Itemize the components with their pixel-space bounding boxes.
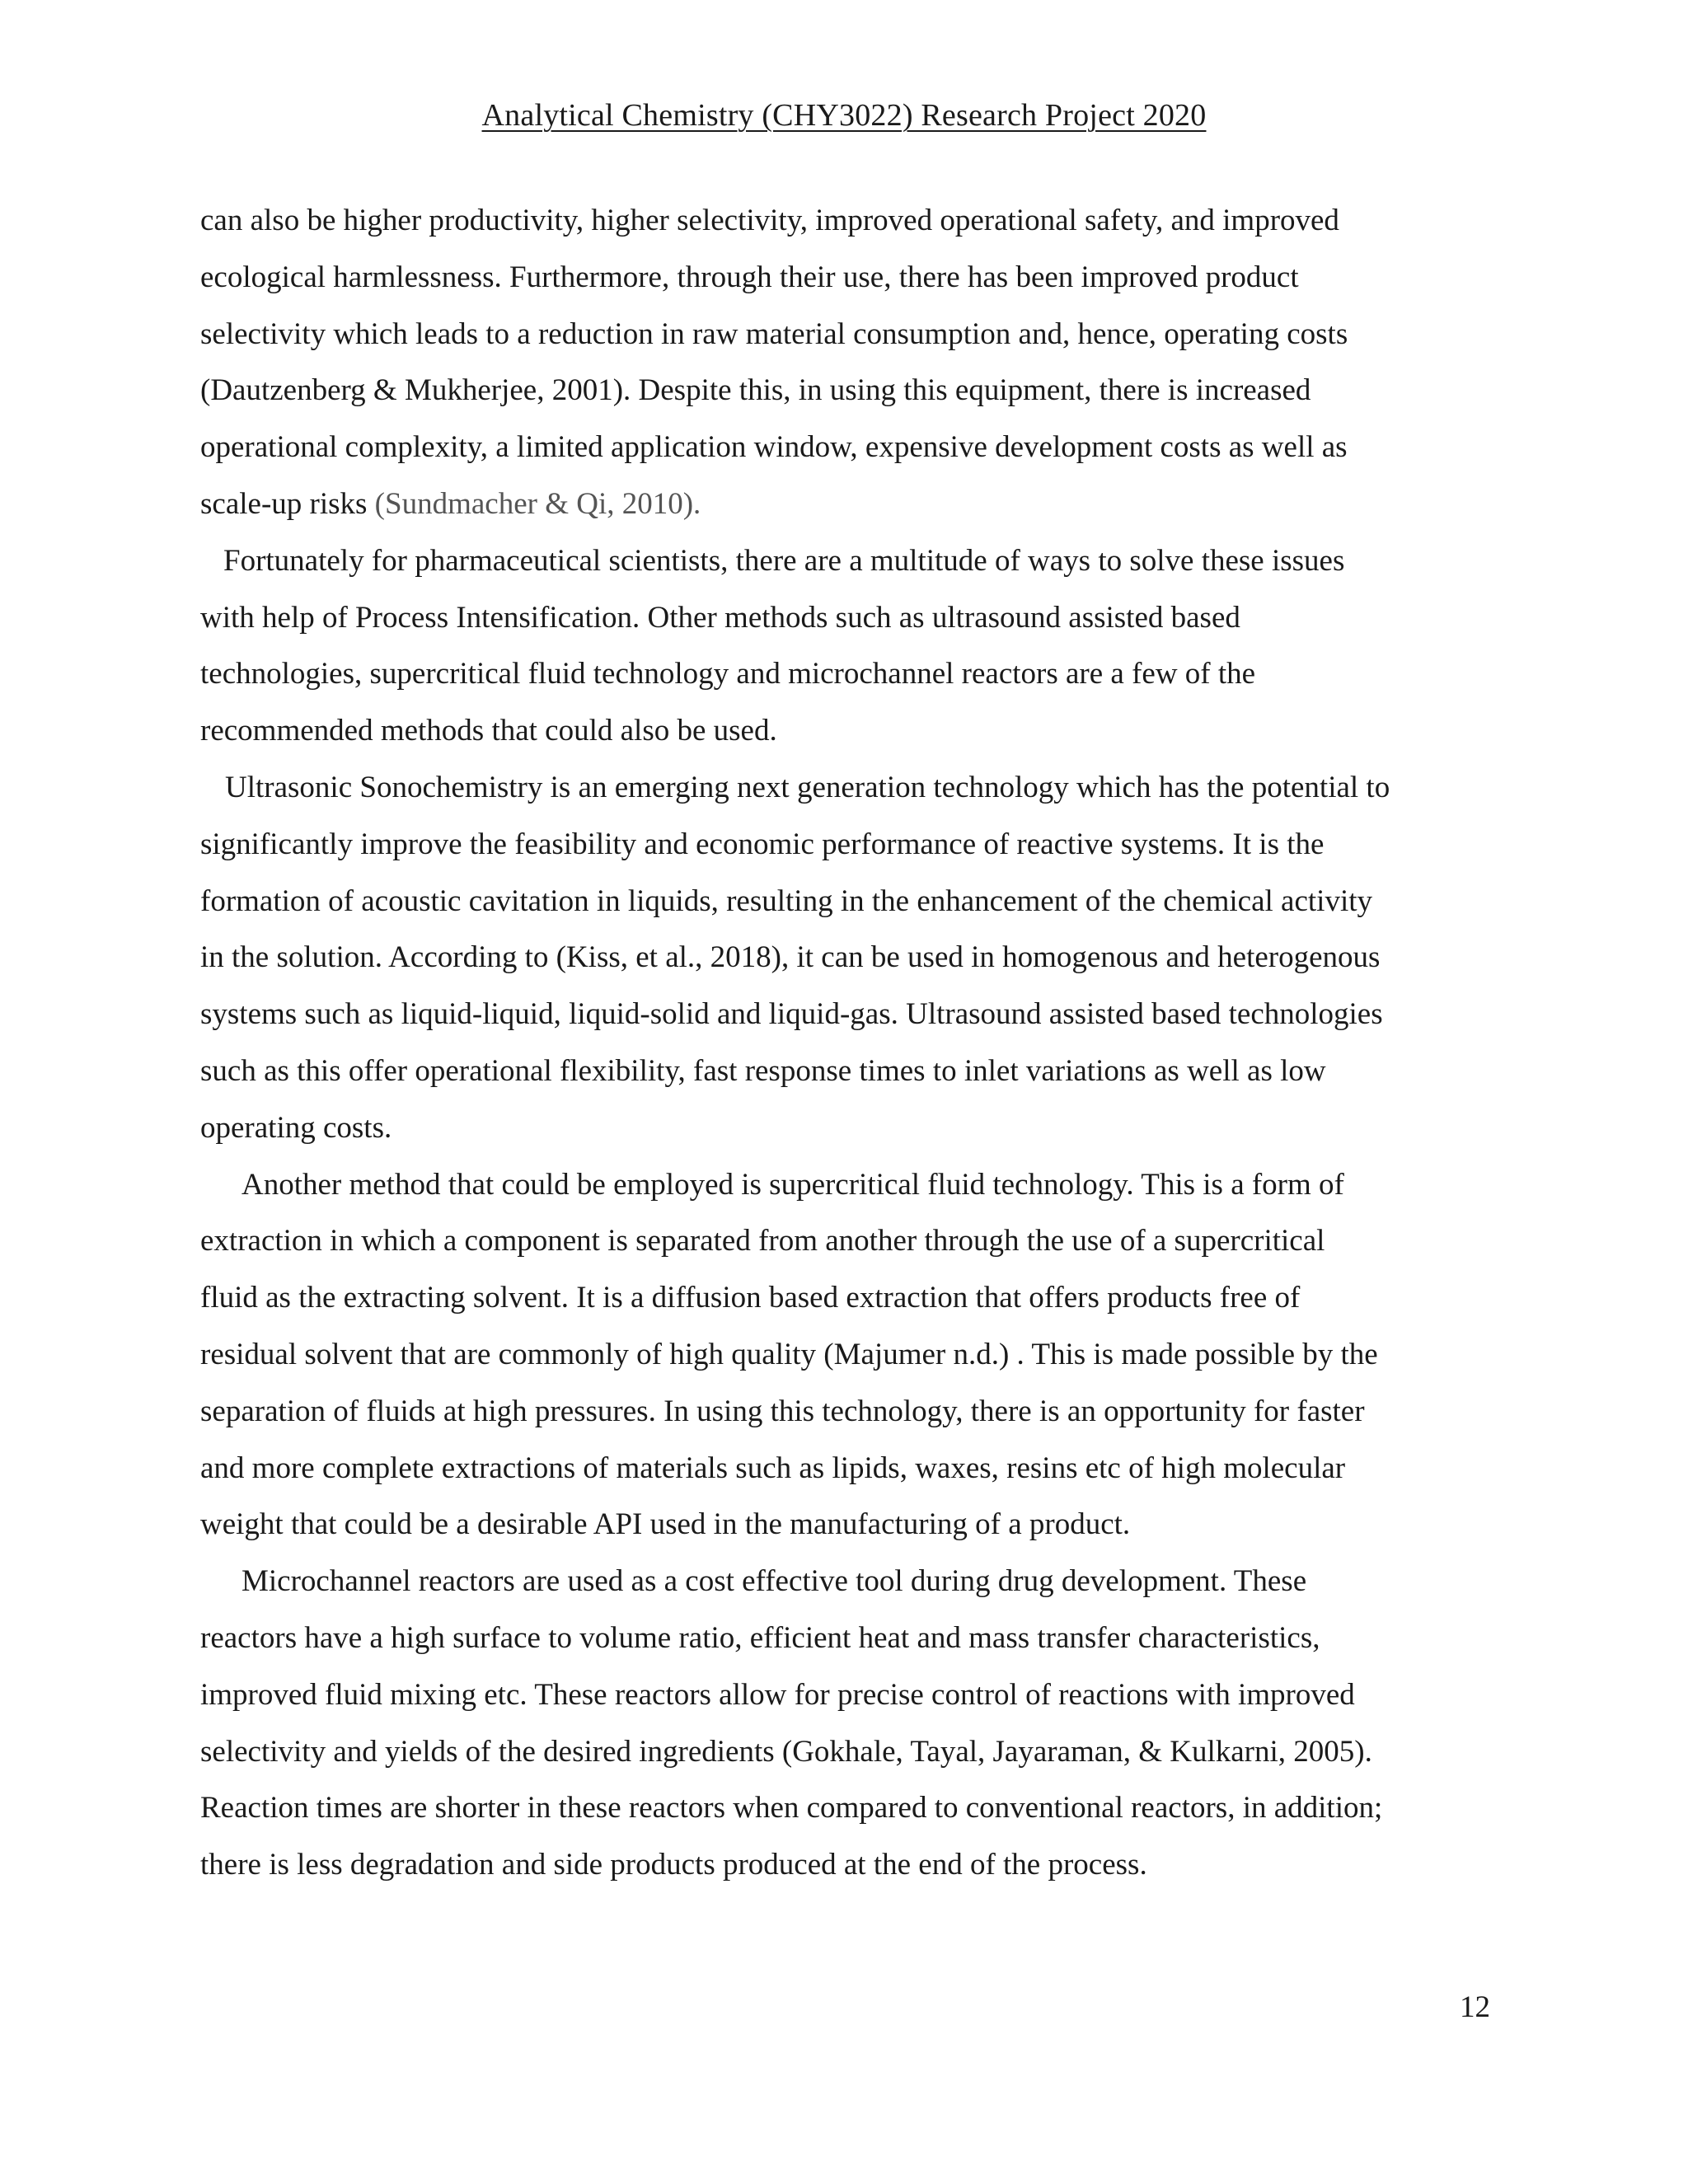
text-line: such as this offer operational flexibility, fast response times to inlet variations as well as low — [200, 1053, 1326, 1088]
text-line: Reaction times are shorter in these reactors when compared to conventional reactors, in addition; — [200, 1791, 1383, 1825]
text-line: fluid as the extracting solvent. It is a diffusion based extraction that offers products free of — [200, 1281, 1301, 1315]
text-line: selectivity which leads to a reduction in raw material consumption and, hence, operating costs — [200, 316, 1348, 351]
text-line: formation of acoustic cavitation in liquids, resulting in the enhancement of the chemical activity — [200, 883, 1373, 918]
page-header: Analytical Chemistry (CHY3022) Research Project 2020 — [481, 98, 1207, 133]
paragraph-first-line: Ultrasonic Sonochemistry is an emerging next generation technology which has the potential to — [225, 770, 1390, 804]
paragraph-first-line: Microchannel reactors are used as a cost effective tool during drug development. These — [241, 1564, 1307, 1599]
text-line: and more complete extractions of materials such as lipids, waxes, resins etc of high molecular — [200, 1451, 1346, 1485]
text-line — [200, 476, 1503, 533]
text-line: there is less degradation and side products produced at the end of the process. — [200, 1848, 1147, 1882]
body-text — [200, 193, 1503, 1894]
text-line: can also be higher productivity, higher selectivity, improved operational safety, and improved — [200, 204, 1339, 237]
text-line: significantly improve the feasibility and economic performance of reactive systems. It is the — [200, 827, 1325, 861]
text-line: residual solvent that are commonly of high quality (Majumer n.d.) . This is made possible by the — [200, 1337, 1378, 1371]
text-line: improved fluid mixing etc. These reactors allow for precise control of reactions with improved — [200, 1677, 1355, 1712]
text-line: separation of fluids at high pressures. In using this technology, there is an opportunity for faster — [200, 1394, 1365, 1428]
text-line: with help of Process Intensification. Other methods such as ultrasound assisted based — [200, 600, 1240, 635]
page-number: 12 — [1460, 1990, 1490, 2024]
text-line: recommended methods that could also be used. — [200, 714, 777, 748]
text-line: (Dautzenberg & Mukherjee, 2001). Despite this, in using this equipment, there is increased — [200, 373, 1311, 408]
text-line: in the solution. According to (Kiss, et al., 2018), it can be used in homogenous and heterogenous — [200, 940, 1381, 975]
text-line: extraction in which a component is separated from another through the use of a supercritical — [200, 1224, 1325, 1258]
text-line: operating costs. — [200, 1110, 392, 1145]
text-line: ecological harmlessness. Furthermore, through their use, there has been improved product — [200, 260, 1299, 294]
text-line: technologies, supercritical fluid technology and microchannel reactors are a few of the — [200, 657, 1256, 691]
text-line: weight that could be a desirable API used in the manufacturing of a product. — [200, 1507, 1131, 1542]
text-line-segment: scale-up risks — [200, 486, 375, 521]
text-line: operational complexity, a limited application window, expensive development costs as well as — [200, 430, 1348, 465]
text-line: reactors have a high surface to volume ratio, efficient heat and mass transfer characteristics, — [200, 1620, 1320, 1655]
text-line: selectivity and yields of the desired ingredients (Gokhale, Tayal, Jayaraman, & Kulkarni, 2005). — [200, 1734, 1372, 1769]
text-line: systems such as liquid-liquid, liquid-solid and liquid-gas. Ultrasound assisted based technologies — [200, 997, 1383, 1032]
paragraph-first-line: Another method that could be employed is supercritical fluid technology. This is a form of — [241, 1167, 1344, 1202]
paragraph-first-line: Fortunately for pharmaceutical scientists, there are a multitude of ways to solve these issues — [223, 543, 1345, 578]
citation-sundmacher: (Sundmacher & Qi, 2010). — [374, 486, 701, 521]
